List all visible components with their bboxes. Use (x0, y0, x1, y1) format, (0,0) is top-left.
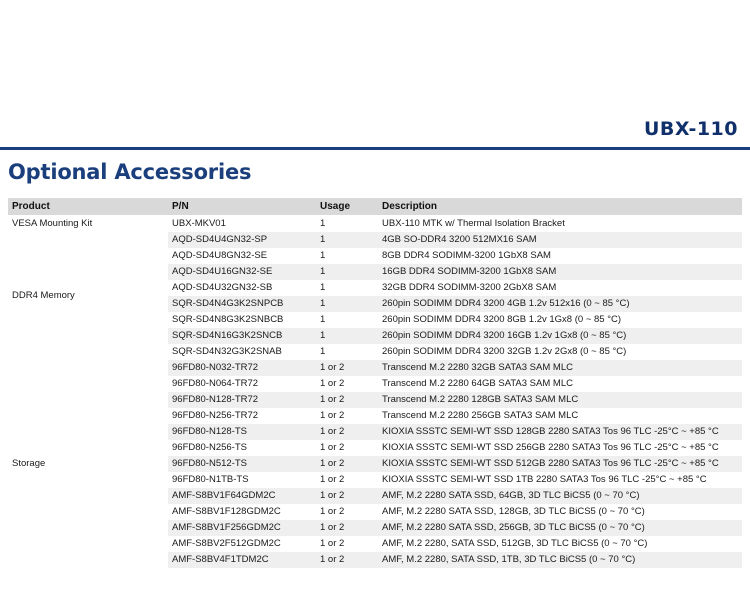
cell-description: KIOXIA SSSTC SEMI-WT SSD 128GB 2280 SATA3 Tos 96 TLC -25°C ~ +85 °C (378, 424, 742, 440)
table-row (8, 360, 742, 376)
cell-usage: 1 or 2 (316, 488, 378, 504)
cell-pn: AMF-S8BV2F512GDM2C (168, 536, 316, 552)
cell-description: 260pin SODIMM DDR4 3200 8GB 1.2v 1Gx8 (0 ~ 85 °C) (378, 312, 742, 328)
cell-description: 32GB DDR4 SODIMM-3200 2GbX8 SAM (378, 280, 742, 296)
cell-pn: SQR-SD4N32G3K2SNAB (168, 344, 316, 360)
cell-usage: 1 (316, 264, 378, 280)
cell-description: 8GB DDR4 SODIMM-3200 1GbX8 SAM (378, 248, 742, 264)
cell-usage: 1 or 2 (316, 360, 378, 376)
cell-pn: SQR-SD4N16G3K2SNCB (168, 328, 316, 344)
cell-description: AMF, M.2 2280, SATA SSD, 1TB, 3D TLC BiCS5 (0 ~ 70 °C) (378, 552, 742, 568)
cell-description: Transcend M.2 2280 64GB SATA3 SAM MLC (378, 376, 742, 392)
cell-usage: 1 (316, 296, 378, 312)
cell-description: Transcend M.2 2280 32GB SATA3 SAM MLC (378, 360, 742, 376)
cell-description: Transcend M.2 2280 128GB SATA3 SAM MLC (378, 392, 742, 408)
optional-accessories-table (8, 198, 742, 568)
cell-pn: AMF-S8BV4F1TDM2C (168, 552, 316, 568)
cell-description: 260pin SODIMM DDR4 3200 32GB 1.2v 2Gx8 (0 ~ 85 °C) (378, 344, 742, 360)
cell-pn: AMF-S8BV1F64GDM2C (168, 488, 316, 504)
cell-pn: 96FD80-N512-TS (168, 456, 316, 472)
cell-usage: 1 or 2 (316, 536, 378, 552)
cell-description: 4GB SO-DDR4 3200 512MX16 SAM (378, 232, 742, 248)
cell-pn: AQD-SD4U16GN32-SE (168, 264, 316, 280)
cell-usage: 1 or 2 (316, 392, 378, 408)
cell-pn: AQD-SD4U4GN32-SP (168, 232, 316, 248)
cell-description: Transcend M.2 2280 256GB SATA3 SAM MLC (378, 408, 742, 424)
cell-description: UBX-110 MTK w/ Thermal Isolation Bracket (378, 216, 742, 233)
cell-pn: 96FD80-N1TB-TS (168, 472, 316, 488)
cell-description: KIOXIA SSSTC SEMI-WT SSD 256GB 2280 SATA3 Tos 96 TLC -25°C ~ +85 °C (378, 440, 742, 456)
model-label: UBX-110 (643, 118, 738, 140)
header-divider (0, 147, 750, 150)
cell-usage: 1 (316, 328, 378, 344)
cell-usage: 1 or 2 (316, 408, 378, 424)
cell-description: KIOXIA SSSTC SEMI-WT SSD 512GB 2280 SATA3 Tos 96 TLC -25°C ~ +85 °C (378, 456, 742, 472)
cell-description: 260pin SODIMM DDR4 3200 16GB 1.2v 1Gx8 (0 ~ 85 °C) (378, 328, 742, 344)
cell-pn: SQR-SD4N4G3K2SNPCB (168, 296, 316, 312)
column-header-description: Description (378, 198, 742, 216)
cell-pn: 96FD80-N128-TR72 (168, 392, 316, 408)
table-row (8, 232, 742, 248)
cell-description: 260pin SODIMM DDR4 3200 4GB 1.2v 512x16 (0 ~ 85 °C) (378, 296, 742, 312)
product-group-label: Storage (8, 360, 168, 568)
cell-usage: 1 or 2 (316, 376, 378, 392)
cell-pn: SQR-SD4N8G3K2SNBCB (168, 312, 316, 328)
cell-usage: 1 (316, 344, 378, 360)
cell-pn: 96FD80-N128-TS (168, 424, 316, 440)
cell-description: AMF, M.2 2280 SATA SSD, 256GB, 3D TLC BiCS5 (0 ~ 70 °C) (378, 520, 742, 536)
cell-pn: 96FD80-N256-TS (168, 440, 316, 456)
cell-usage: 1 (316, 280, 378, 296)
table-row (8, 216, 742, 233)
table-body (8, 216, 742, 569)
cell-pn: 96FD80-N032-TR72 (168, 360, 316, 376)
cell-usage: 1 (316, 248, 378, 264)
cell-usage: 1 (316, 232, 378, 248)
cell-usage: 1 (316, 312, 378, 328)
cell-description: AMF, M.2 2280, SATA SSD, 512GB, 3D TLC BiCS5 (0 ~ 70 °C) (378, 536, 742, 552)
cell-pn: AQD-SD4U8GN32-SE (168, 248, 316, 264)
cell-usage: 1 or 2 (316, 424, 378, 440)
cell-description: AMF, M.2 2280 SATA SSD, 128GB, 3D TLC BiCS5 (0 ~ 70 °C) (378, 504, 742, 520)
cell-pn: AQD-SD4U32GN32-SB (168, 280, 316, 296)
column-header-product: Product (8, 198, 168, 216)
column-header-usage: Usage (316, 198, 378, 216)
cell-usage: 1 or 2 (316, 520, 378, 536)
cell-usage: 1 or 2 (316, 552, 378, 568)
product-group-label: DDR4 Memory (8, 232, 168, 360)
cell-usage: 1 or 2 (316, 504, 378, 520)
page-title: Optional Accessories (8, 160, 252, 184)
table-header-row (8, 198, 742, 216)
cell-usage: 1 or 2 (316, 440, 378, 456)
cell-usage: 1 (316, 216, 378, 233)
cell-pn: AMF-S8BV1F256GDM2C (168, 520, 316, 536)
product-group-label: VESA Mounting Kit (8, 216, 168, 233)
cell-pn: 96FD80-N064-TR72 (168, 376, 316, 392)
cell-usage: 1 or 2 (316, 456, 378, 472)
cell-pn: UBX-MKV01 (168, 216, 316, 233)
cell-description: 16GB DDR4 SODIMM-3200 1GbX8 SAM (378, 264, 742, 280)
cell-description: KIOXIA SSSTC SEMI-WT SSD 1TB 2280 SATA3 Tos 96 TLC -25°C ~ +85 °C (378, 472, 742, 488)
cell-pn: AMF-S8BV1F128GDM2C (168, 504, 316, 520)
cell-pn: 96FD80-N256-TR72 (168, 408, 316, 424)
column-header-pn: P/N (168, 198, 316, 216)
cell-description: AMF, M.2 2280 SATA SSD, 64GB, 3D TLC BiCS5 (0 ~ 70 °C) (378, 488, 742, 504)
cell-usage: 1 or 2 (316, 472, 378, 488)
